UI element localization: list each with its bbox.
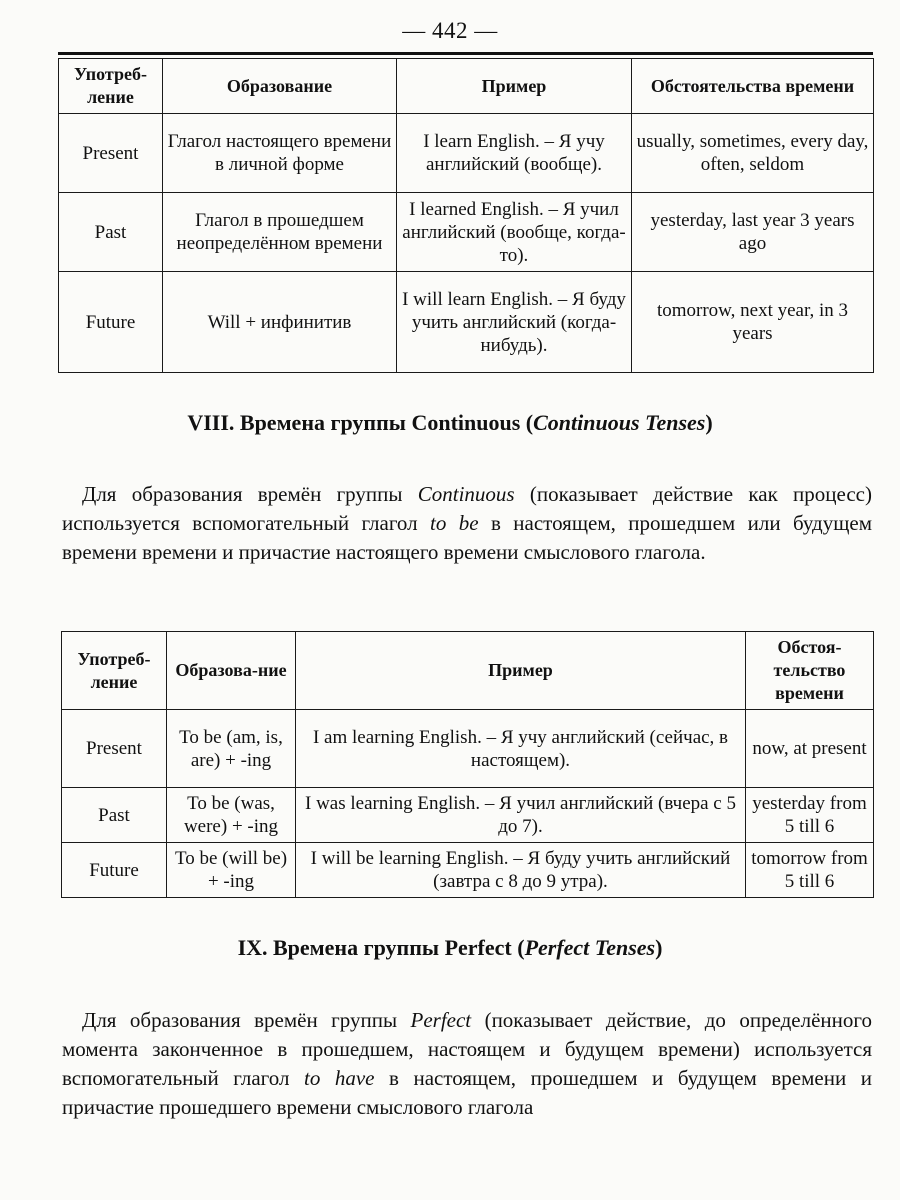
cell-time: yesterday from 5 till 6 xyxy=(746,788,874,843)
cell-time: now, at present xyxy=(746,710,874,788)
section-title-perfect: IX. Времена группы Perfect (Perfect Tenses) xyxy=(237,935,663,960)
cell-usage: Present xyxy=(59,114,163,193)
cell-example: I will learn English. – Я буду учить английский (когда-нибудь). xyxy=(397,272,632,373)
cell-time: tomorrow from 5 till 6 xyxy=(746,843,874,898)
simple-tenses-table xyxy=(58,58,874,373)
top-rule xyxy=(58,52,873,55)
cell-usage: Future xyxy=(62,843,167,898)
header-formation: Образова-ние xyxy=(167,632,296,710)
cell-formation: Will + инфинитив xyxy=(163,272,397,373)
cell-time: usually, sometimes, every day, often, seldom xyxy=(632,114,874,193)
cell-formation: Глагол в прошедшем неопределённом времени xyxy=(163,193,397,272)
table-row xyxy=(59,193,874,272)
table-row xyxy=(59,114,874,193)
cell-usage: Past xyxy=(59,193,163,272)
continuous-tenses-table xyxy=(61,631,874,898)
header-usage: Употреб-ление xyxy=(59,59,163,114)
cell-formation: To be (am, is, are) + -ing xyxy=(167,710,296,788)
cell-example: I was learning English. – Я учил английский (вчера с 5 до 7). xyxy=(296,788,746,843)
header-time: Обстоя-тельство времени xyxy=(746,632,874,710)
cell-formation: To be (was, were) + -ing xyxy=(167,788,296,843)
table-header-row xyxy=(59,59,874,114)
table-row xyxy=(59,272,874,373)
cell-formation: To be (will be) + -ing xyxy=(167,843,296,898)
paragraph-continuous: Для образования времён группы Continuous (показывает действие как процесс) используется вспомогательный глагол to be в настоящем, прошедшем или будущем времени времени и причастие настоящего времени смыслового глагола. xyxy=(62,482,872,564)
cell-time: tomorrow, next year, in 3 years xyxy=(632,272,874,373)
cell-usage: Past xyxy=(62,788,167,843)
header-time: Обстоятельства времени xyxy=(632,59,874,114)
cell-usage: Present xyxy=(62,710,167,788)
section-title-continuous: VIII. Времена группы Continuous (Continuous Tenses) xyxy=(187,410,713,435)
page-number: — 442 — xyxy=(402,18,498,43)
table-header-row xyxy=(62,632,874,710)
cell-time: yesterday, last year 3 years ago xyxy=(632,193,874,272)
cell-example: I am learning English. – Я учу английский (сейчас, в настоящем). xyxy=(296,710,746,788)
paragraph-perfect: Для образования времён группы Perfect (показывает действие, до определённого момента законченное в прошедшем, настоящем и будущем времени) используется вспомогательный глагол to have в настоящем, прошедшем и будущем времени и причастие прошедшего времени смыслового глагола xyxy=(62,1008,872,1119)
cell-usage: Future xyxy=(59,272,163,373)
table-row xyxy=(62,788,874,843)
header-formation: Образование xyxy=(163,59,397,114)
cell-example: I learned English. – Я учил английский (вообще, когда-то). xyxy=(397,193,632,272)
cell-formation: Глагол настоящего времени в личной форме xyxy=(163,114,397,193)
header-example: Пример xyxy=(296,632,746,710)
header-example: Пример xyxy=(397,59,632,114)
table-row xyxy=(62,843,874,898)
cell-example: I will be learning English. – Я буду учить английский (завтра с 8 до 9 утра). xyxy=(296,843,746,898)
cell-example: I learn English. – Я учу английский (вообще). xyxy=(397,114,632,193)
header-usage: Употреб-ление xyxy=(62,632,167,710)
table-row xyxy=(62,710,874,788)
